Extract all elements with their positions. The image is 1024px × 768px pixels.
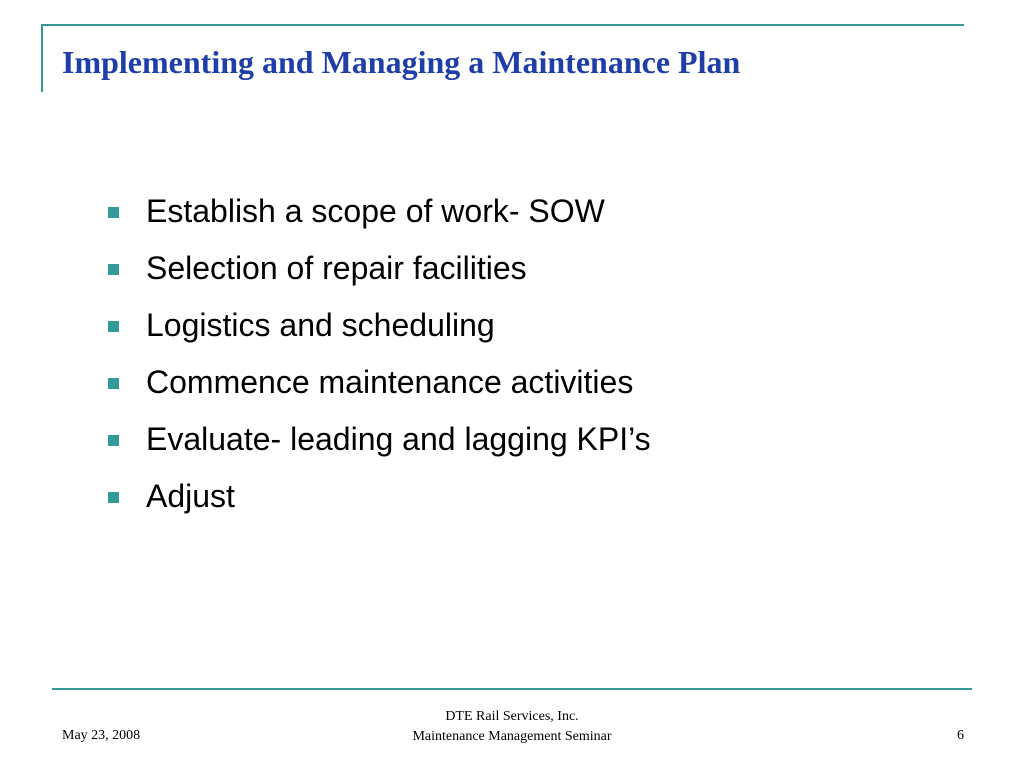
bullet-item: [104, 300, 651, 357]
bullet-item: [104, 357, 651, 414]
bullet-text: Establish a scope of work- SOW: [146, 193, 605, 229]
bullet-item: [104, 186, 651, 243]
bullet-text: Logistics and scheduling: [146, 307, 495, 343]
slide-title: Implementing and Managing a Maintenance Plan: [62, 44, 741, 80]
title-frame-top-rule: [42, 24, 964, 26]
footer-center-text: [312, 707, 712, 747]
square-bullet-icon: [108, 492, 119, 503]
bullet-text: Adjust: [146, 478, 235, 514]
footer-date: May 23, 2008: [62, 728, 141, 743]
bullet-list: [104, 186, 651, 528]
bullet-item: [104, 471, 651, 528]
square-bullet-icon: [108, 264, 119, 275]
footer-company: DTE Rail Services, Inc.: [445, 709, 579, 724]
square-bullet-icon: [108, 321, 119, 332]
page-number: 6: [957, 728, 964, 743]
footer-seminar: Maintenance Management Seminar: [412, 729, 612, 744]
bullet-item: [104, 414, 651, 471]
title-frame-left-rule: [41, 24, 43, 92]
bullet-text: Evaluate- leading and lagging KPI’s: [146, 421, 651, 457]
bullet-text: Commence maintenance activities: [146, 364, 634, 400]
square-bullet-icon: [108, 378, 119, 389]
square-bullet-icon: [108, 435, 119, 446]
footer-divider: [52, 688, 972, 690]
bullet-item: [104, 243, 651, 300]
bullet-text: Selection of repair facilities: [146, 250, 527, 286]
square-bullet-icon: [108, 207, 119, 218]
